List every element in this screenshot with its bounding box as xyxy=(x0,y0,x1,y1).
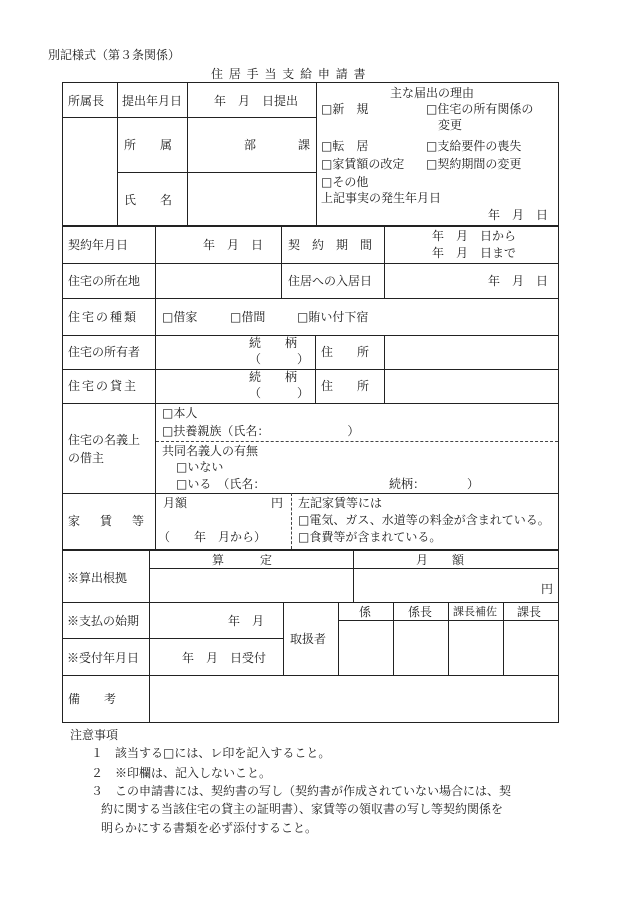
rent-note-title: 左記家賃等には xyxy=(298,496,383,510)
reason-rent-revision-checkbox[interactable]: □家賃額の改定 xyxy=(321,157,405,171)
received-date-value[interactable]: 年 月 日受付 xyxy=(182,651,267,665)
event-date-value[interactable]: 年 月 日 xyxy=(488,208,549,222)
owner-label: 住宅の所有者 xyxy=(68,345,141,359)
rent-monthly-label: 月額 xyxy=(163,496,188,510)
form-title: 住 居 手 当 支 給 申 請 書 xyxy=(211,67,367,81)
owner-relation-value[interactable]: （ ） xyxy=(249,352,310,366)
note-3-line-2: 約に関する当該住宅の貸主の証明書）、家賃等の領収書の写し等契約関係を xyxy=(101,802,504,816)
owner-relation-label: 続 柄 xyxy=(249,336,298,350)
rent-from-value[interactable]: （ 年 月から） xyxy=(158,530,267,544)
received-date-label: ※受付年月日 xyxy=(67,651,140,665)
department-label: 部 xyxy=(244,138,257,152)
contract-period-to[interactable]: 年 月 日まで xyxy=(432,246,517,260)
reason-eligibility-loss-checkbox[interactable]: □支給要件の喪失 xyxy=(426,139,522,153)
role-chief: 係長 xyxy=(408,605,433,619)
note-3-line-3: 明らかにする書類を必ず添付すること。 xyxy=(101,821,318,835)
notes-title: 注意事項 xyxy=(70,728,119,742)
name-label: 氏 名 xyxy=(124,193,173,207)
nominal-tenant-label-1: 住宅の名義上 xyxy=(68,433,141,447)
handler-label: 取扱者 xyxy=(290,632,327,646)
co-tenant-title: 共同名義人の有無 xyxy=(162,444,259,458)
housing-boarding-checkbox[interactable]: □賄い付下宿 xyxy=(297,310,369,324)
movein-label: 住居への入居日 xyxy=(288,274,373,288)
reason-ownership-change-cont: 変更 xyxy=(438,118,463,132)
dept-head-label: 所属長 xyxy=(68,94,105,108)
owner-address-label: 住 所 xyxy=(321,345,370,359)
reason-relocation-checkbox[interactable]: □転 居 xyxy=(321,139,369,153)
rent-utilities-checkbox[interactable]: □電気、ガス、水道等の料金が含まれている。 xyxy=(298,513,550,527)
reasons-title: 主な届出の理由 xyxy=(390,86,475,100)
co-tenant-relation[interactable]: 続柄： ） xyxy=(389,477,480,491)
form-reference: 別記様式（第３条関係） xyxy=(48,48,181,62)
calc-basis-label: ※算出根拠 xyxy=(67,571,128,585)
submit-date-label: 提出年月日 xyxy=(122,94,183,108)
lender-label: 住宅の貸主 xyxy=(68,379,139,393)
reason-new-checkbox[interactable]: □新 規 xyxy=(321,102,369,116)
lender-relation-value[interactable]: （ ） xyxy=(249,386,310,400)
role-section-head: 課長 xyxy=(517,605,542,619)
contract-period-label: 契 約 期 間 xyxy=(288,238,373,252)
nominal-tenant-label-2: の借主 xyxy=(68,451,105,465)
rent-meals-checkbox[interactable]: □食費等が含まれている。 xyxy=(298,530,442,544)
reason-other-checkbox[interactable]: □その他 xyxy=(321,175,369,189)
event-date-label: 上記事実の発生年月日 xyxy=(321,191,442,205)
submit-date-value[interactable]: 年 月 日提出 xyxy=(214,94,299,108)
nominal-self-checkbox[interactable]: □本人 xyxy=(162,406,198,420)
calc-column-header: 算 定 xyxy=(212,553,273,567)
lender-relation-label: 続 柄 xyxy=(249,370,298,384)
affiliation-label: 所 属 xyxy=(124,138,173,152)
location-label: 住宅の所在地 xyxy=(68,274,141,288)
co-tenant-none-checkbox[interactable]: □いない xyxy=(176,460,224,474)
lender-address-label: 住 所 xyxy=(321,379,370,393)
movein-value[interactable]: 年 月 日 xyxy=(488,274,549,288)
rent-yen-label: 円 xyxy=(271,496,284,510)
pay-start-value[interactable]: 年 月 xyxy=(228,614,265,628)
role-staff: 係 xyxy=(359,605,372,619)
pay-start-label: ※支払の始期 xyxy=(67,614,140,628)
rent-label: 家 賃 等 xyxy=(68,514,149,528)
housing-type-label: 住宅の種類 xyxy=(68,310,139,324)
co-tenant-exists-checkbox[interactable]: □いる （氏名： xyxy=(176,477,266,491)
contract-date-label: 契約年月日 xyxy=(68,238,129,252)
note-1: １ 該当する□には、レ印を記入すること。 xyxy=(91,746,331,760)
note-3-line-1: ３ この申請書には、契約書の写し（契約書が作成されていない場合には、契 xyxy=(91,784,512,798)
remarks-label: 備 考 xyxy=(68,692,117,706)
housing-rental-room-checkbox[interactable]: □借間 xyxy=(230,310,266,324)
role-deputy-head: 課長補佐 xyxy=(453,605,497,618)
contract-date-value[interactable]: 年 月 日 xyxy=(203,238,264,252)
section-label: 課 xyxy=(298,138,311,152)
amount-column-header: 月 額 xyxy=(416,553,465,567)
note-2: ２ ※印欄は、記入しないこと。 xyxy=(91,766,272,780)
nominal-dependent-checkbox[interactable]: □扶養親族（氏名： ） xyxy=(162,424,360,438)
amount-yen-label: 円 xyxy=(541,582,554,596)
reason-contract-change-checkbox[interactable]: □契約期間の変更 xyxy=(426,157,522,171)
contract-period-from[interactable]: 年 月 日から xyxy=(432,229,517,243)
housing-rental-house-checkbox[interactable]: □借家 xyxy=(162,310,198,324)
reason-ownership-change-checkbox[interactable]: □住宅の所有関係の xyxy=(426,102,534,116)
